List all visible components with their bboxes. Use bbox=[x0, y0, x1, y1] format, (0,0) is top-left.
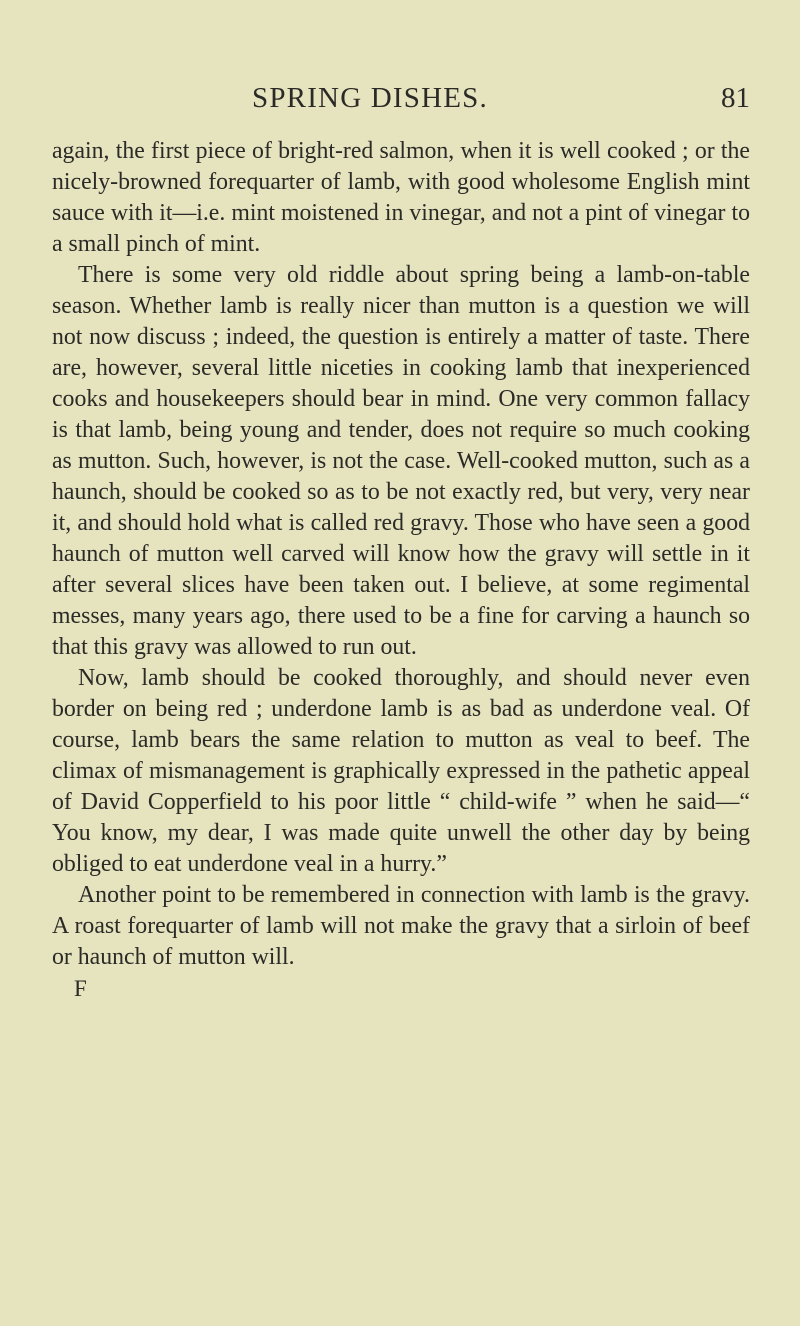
book-page bbox=[52, 82, 750, 1004]
paragraph-gravy: Another point to be remembered in connection with lamb is the gravy. A roast forequarter of lamb will not make the gravy that a sirloin of beef or haunch of mutton will. bbox=[52, 882, 750, 970]
chapter-title: SPRING DISHES. bbox=[252, 82, 488, 114]
paragraph-cooking-lamb: Now, lamb should be cooked thoroughly, and should never even border on being red ; underdone lamb is as bad as underdone veal. Of course, lamb bears the same relation to mutton as veal to beef. The climax of mismanagement is graphically expressed in the pathetic appeal of David Copperfield to his poor little “ child-wife ” when he said—“ You know, my dear, I was made quite unwell the other day by being obliged to eat underdone veal in a hurry.” bbox=[52, 665, 750, 877]
running-head bbox=[52, 82, 750, 122]
signature-mark: F bbox=[74, 976, 87, 1001]
paragraph-lamb-season: There is some very old riddle about spring being a lamb-on-table season. Whether lamb is really nicer than mutton is a question we will not now discuss ; indeed, the question is entirely a matter of taste. There are, however, several little niceties in cooking lamb that inexperienced cooks and housekeepers should bear in mind. One very common fallacy is that lamb, being young and tender, does not require so much cooking as mutton. Such, however, is not the case. Well-cooked mutton, such as a haunch, should be cooked so as to be not exactly red, but very, very near it, and should hold what is called red gravy. Those who have seen a good haunch of mutton well carved will know how the gravy will settle in it after several slices have been taken out. I believe, at some regimental messes, many years ago, there used to be a fine for carving a haunch so that this gravy was allowed to run out. bbox=[52, 262, 750, 660]
page-number: 81 bbox=[721, 82, 750, 114]
paragraph-continued: again, the first piece of bright-red salmon, when it is well cooked ; or the nicely-browned forequarter of lamb, with good wholesome English mint sauce with it—i.e. mint moistened in vinegar, and not a pint of vinegar to a small pinch of mint. bbox=[52, 138, 750, 257]
